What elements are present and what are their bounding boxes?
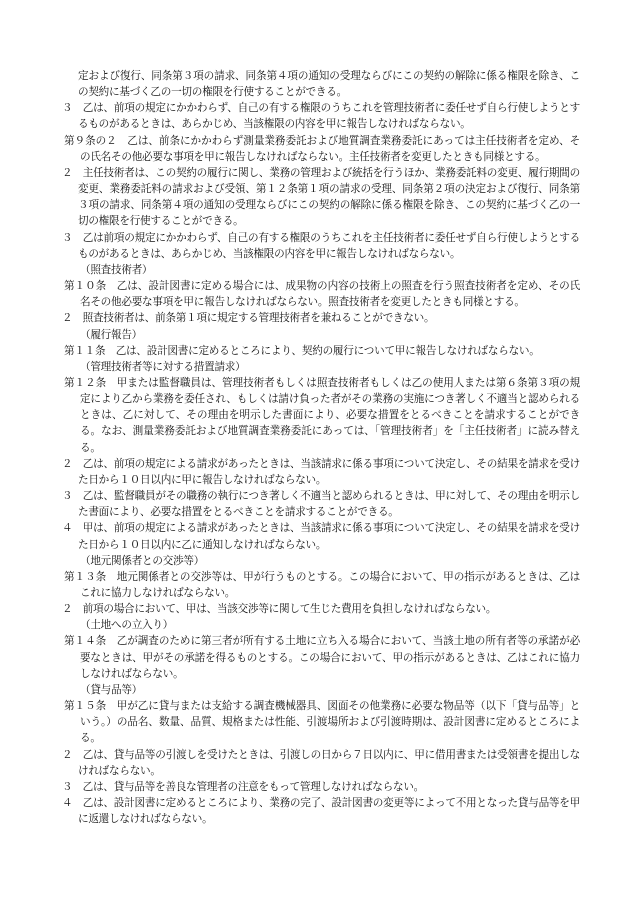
- article-14: 第１４条 乙が調査のために第三者が所有する土地に立ち入る場合において、当該土地の所有者等の承諾が必要なときは、甲がその承諾を得るものとする。この場合において、甲の指示があるときは、乙はこれに協力しなければならない。: [64, 635, 580, 680]
- caption-loaned-items: （貸与品等）: [80, 683, 143, 696]
- paragraph-art10-item2: ２ 照査技術者は、前条第１項に規定する管理技術者を兼ねることができない。: [62, 312, 435, 325]
- paragraph-art9-2-item3: ３ 乙は前項の規定にかかわらず、自己の有する権限のうちこれを主任技術者に委任せず自ら行使しようとするものがあるときは、あらかじめ、当該権限の内容を甲に報告しなければならない。: [62, 231, 580, 260]
- paragraph-art13-item2: ２ 前項の場合において、甲は、当該交渉等に関して生じた費用を負担しなければならない。: [62, 603, 497, 616]
- paragraph-art15-item3: ３ 乙は、貸与品等を善良な管理者の注意をもって管理しなければならない。: [62, 780, 425, 793]
- paragraph-art12-item2: ２ 乙は、前項の規定による請求があったときは、当該請求に係る事項について決定し、その結果を請求を受けた日から１０日以内に甲に報告しなければならない。: [62, 457, 580, 486]
- article-15: 第１５条 甲が乙に貸与または支給する調査機械器具、図面その他業務に必要な物品等（以下「貸与品等」という。）の品名、数量、品質、規格または性能、引渡場所および引渡時期は、設計図書に定めるところによる。: [64, 700, 580, 745]
- paragraph-continuation: 定および復行、同条第３項の請求、同条第４項の通知の受理ならびにこの契約の解除に係る権限を除き、この契約に基づく乙の一切の権限を行使することができる。: [78, 70, 580, 99]
- caption-land-entry: （土地への立入り）: [80, 619, 174, 632]
- paragraph-art15-item2: ２ 乙は、貸与品等の引渡しを受けたときは、引渡しの日から７日以内に、甲に借用書または受領書を提出しなければならない。: [62, 748, 580, 777]
- paragraph-art9-item3: ３ 乙は、前項の規定にかかわらず、自己の有する権限のうちこれを管理技術者に委任せず自ら行使しようとするものがあるときは、あらかじめ、当該権限の内容を甲に報告しなければならない。: [62, 102, 580, 131]
- paragraph-art12-item3: ３ 乙は、監督職員がその職務の執行につき著しく不適当と認められるときは、甲に対して、その理由を明示した書面により、必要な措置をとるべきことを請求することができる。: [62, 490, 580, 519]
- article-12: 第１２条 甲または監督職員は、管理技術者もしくは照査技術者もしくは乙の使用人または第６条第３項の規定により乙から業務を委任され、もしくは請け負った者がその業務の実施につき著しく不適当と認められるときは、乙に対して、その理由を明示した書面により、必要な措置をとるべきことを請求することができる。なお、測量業務委託および地質調査業務委託にあっては、「管理技術者」を「主任技術者」に読み替える。: [64, 376, 580, 454]
- article-10: 第１０条 乙は、設計図書に定める場合には、成果物の内容の技術上の照査を行う照査技術者を定め、その氏名その他必要な事項を甲に報告しなければならない。照査技術者を変更したときも同様とする。: [64, 280, 580, 309]
- caption-local-negotiation: （地元関係者との交渉等）: [80, 554, 205, 567]
- paragraph-art15-item4: ４ 乙は、設計図書に定めるところにより、業務の完了、設計図書の変更等によって不用となった貸与品等を甲に返還しなければならない。: [62, 797, 580, 826]
- article-9-2: 第９条の２ 乙は、前条にかかわらず測量業務委託および地質調査業務委託にあっては主任技術者を定め、その氏名その他必要な事項を甲に報告しなければならない。主任技術者を変更したときも同様とする。: [64, 134, 580, 163]
- caption-measure-request: （管理技術者等に対する措置請求）: [80, 360, 246, 373]
- caption-performance-report: （履行報告）: [80, 328, 143, 341]
- article-11: 第１１条 乙は、設計図書に定めるところにより、契約の履行について甲に報告しなければならない。: [64, 344, 540, 357]
- caption-inspection-engineer: （照査技術者）: [80, 263, 153, 276]
- paragraph-art12-item4: ４ 甲は、前項の規定による請求があったときは、当該請求に係る事項について決定し、その結果を請求を受けた日から１０日以内に乙に通知しなければならない。: [62, 522, 580, 551]
- article-13: 第１３条 地元関係者との交渉等は、甲が行うものとする。この場合において、甲の指示があるときは、乙はこれに協力しなければならない。: [64, 570, 580, 599]
- paragraph-art9-2-item2: ２ 主任技術者は、この契約の履行に関し、業務の管理および統括を行うほか、業務委託料の変更、履行期間の変更、業務委託料の請求および受領、第１２条第１項の請求の受理、同条第２項の決定および復行、同条第３項の請求、同条第４項の通知の受理ならびにこの契約の解除に係る権限を除き、この契約に基づく乙の一切の権限を行使することができる。: [62, 166, 580, 228]
